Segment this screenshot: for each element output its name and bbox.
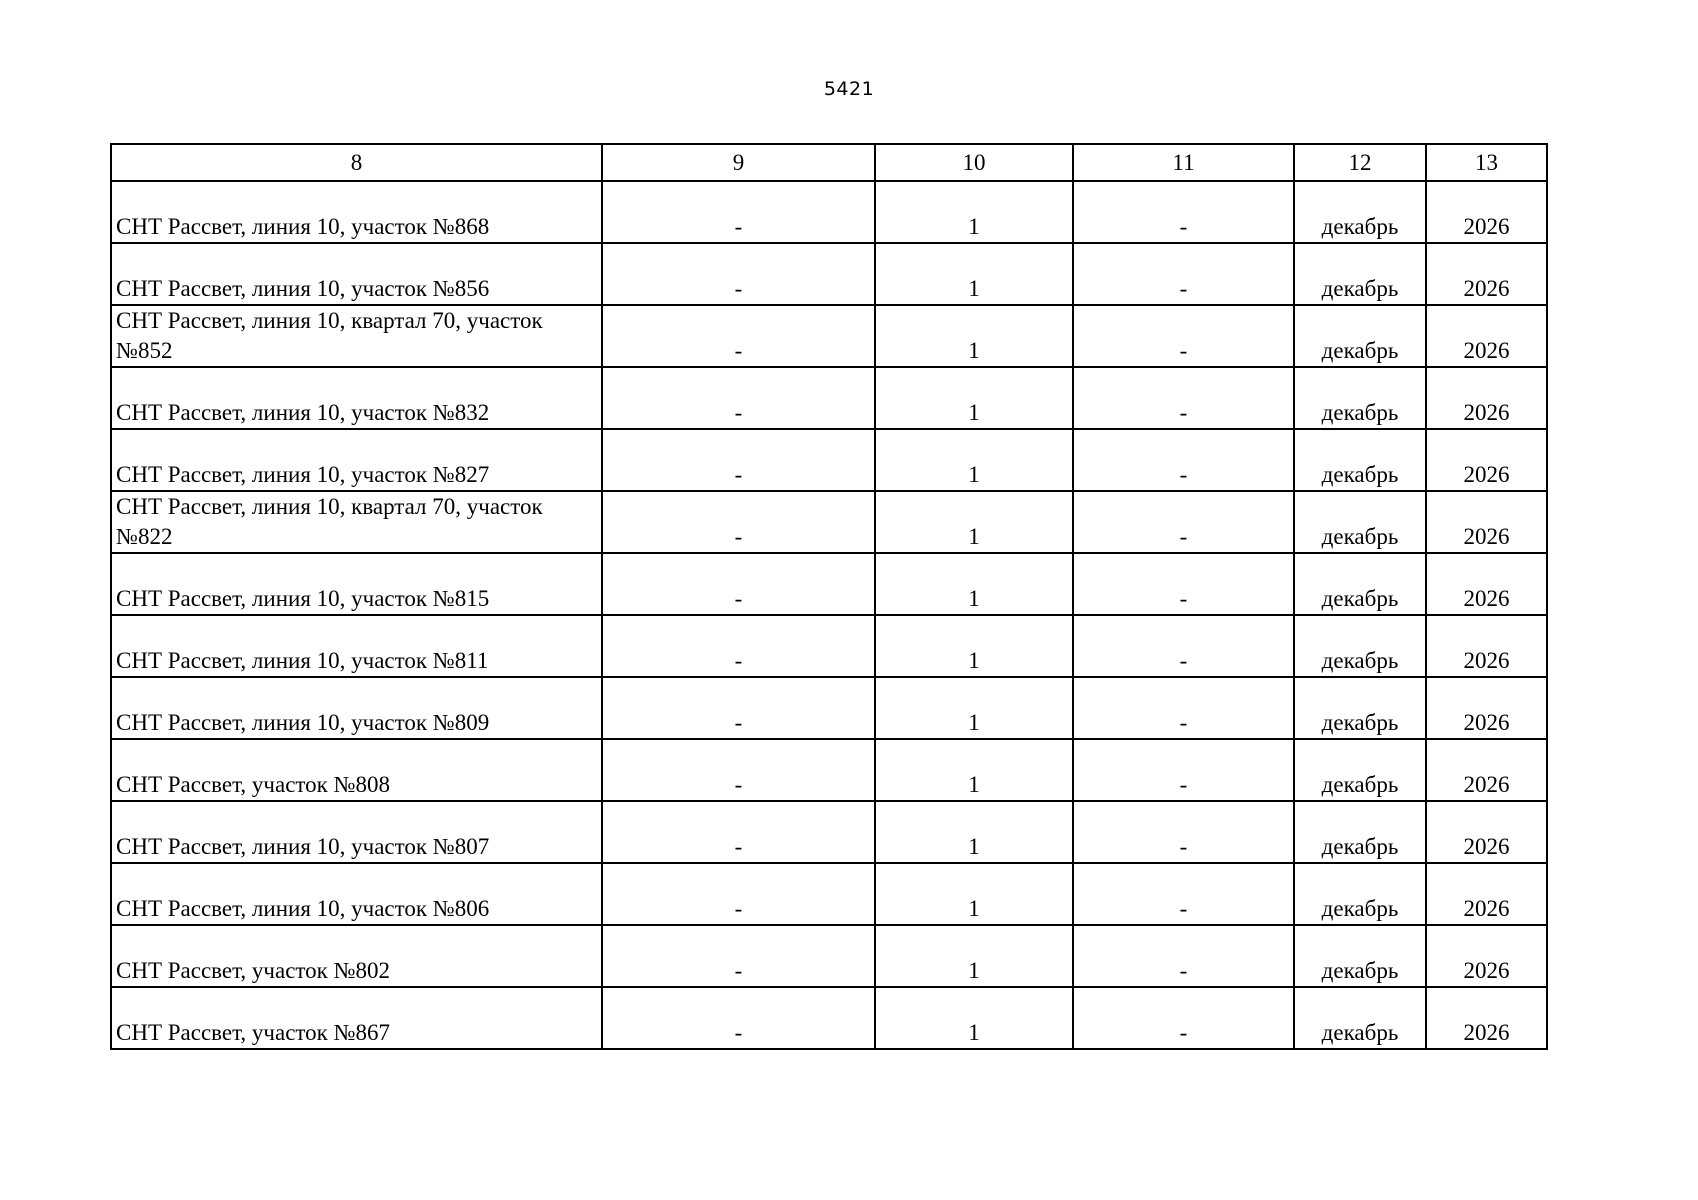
col9-cell: - xyxy=(602,243,875,305)
month-cell: декабрь xyxy=(1294,367,1426,429)
col11-cell: - xyxy=(1073,491,1294,553)
address-cell: СНТ Рассвет, линия 10, участок №815 xyxy=(111,553,602,615)
year-cell: 2026 xyxy=(1426,739,1547,801)
year-cell: 2026 xyxy=(1426,925,1547,987)
col11-cell: - xyxy=(1073,925,1294,987)
month-cell: декабрь xyxy=(1294,181,1426,243)
table-row xyxy=(111,429,1547,491)
table-body xyxy=(111,181,1547,1049)
month-cell: декабрь xyxy=(1294,925,1426,987)
col10-cell: 1 xyxy=(875,801,1073,863)
col10-cell: 1 xyxy=(875,243,1073,305)
col11-cell: - xyxy=(1073,987,1294,1049)
address-cell: СНТ Рассвет, линия 10, участок №827 xyxy=(111,429,602,491)
col11-cell: - xyxy=(1073,677,1294,739)
table-row xyxy=(111,987,1547,1049)
year-cell: 2026 xyxy=(1426,987,1547,1049)
month-cell: декабрь xyxy=(1294,987,1426,1049)
address-cell: СНТ Рассвет, линия 10, участок №809 xyxy=(111,677,602,739)
column-header: 12 xyxy=(1294,144,1426,181)
year-cell: 2026 xyxy=(1426,553,1547,615)
col9-cell: - xyxy=(602,305,875,367)
column-header: 10 xyxy=(875,144,1073,181)
address-cell: СНТ Рассвет, участок №867 xyxy=(111,987,602,1049)
address-cell: СНТ Рассвет, линия 10, участок №807 xyxy=(111,801,602,863)
month-cell: декабрь xyxy=(1294,739,1426,801)
header-row xyxy=(111,144,1547,181)
col10-cell: 1 xyxy=(875,925,1073,987)
address-cell: СНТ Рассвет, линия 10, квартал 70, участок №852 xyxy=(111,305,602,367)
month-cell: декабрь xyxy=(1294,305,1426,367)
address-cell: СНТ Рассвет, линия 10, участок №868 xyxy=(111,181,602,243)
col9-cell: - xyxy=(602,739,875,801)
col9-cell: - xyxy=(602,429,875,491)
table-row xyxy=(111,615,1547,677)
col10-cell: 1 xyxy=(875,429,1073,491)
col9-cell: - xyxy=(602,553,875,615)
col10-cell: 1 xyxy=(875,987,1073,1049)
month-cell: декабрь xyxy=(1294,429,1426,491)
column-header: 13 xyxy=(1426,144,1547,181)
column-header: 8 xyxy=(111,144,602,181)
table-row xyxy=(111,243,1547,305)
address-cell: СНТ Рассвет, линия 10, участок №856 xyxy=(111,243,602,305)
col10-cell: 1 xyxy=(875,181,1073,243)
col10-cell: 1 xyxy=(875,677,1073,739)
table-row xyxy=(111,553,1547,615)
year-cell: 2026 xyxy=(1426,491,1547,553)
table-header xyxy=(111,144,1547,181)
month-cell: декабрь xyxy=(1294,553,1426,615)
col9-cell: - xyxy=(602,181,875,243)
table-row xyxy=(111,801,1547,863)
col11-cell: - xyxy=(1073,429,1294,491)
address-cell: СНТ Рассвет, линия 10, участок №806 xyxy=(111,863,602,925)
col10-cell: 1 xyxy=(875,615,1073,677)
schedule-table xyxy=(110,143,1548,1050)
col11-cell: - xyxy=(1073,863,1294,925)
col11-cell: - xyxy=(1073,305,1294,367)
col9-cell: - xyxy=(602,987,875,1049)
table-row xyxy=(111,305,1547,367)
col9-cell: - xyxy=(602,491,875,553)
col10-cell: 1 xyxy=(875,367,1073,429)
address-cell: СНТ Рассвет, участок №802 xyxy=(111,925,602,987)
table-row xyxy=(111,863,1547,925)
address-cell: СНТ Рассвет, линия 10, квартал 70, участок №822 xyxy=(111,491,602,553)
table-row xyxy=(111,491,1547,553)
table-row xyxy=(111,925,1547,987)
column-header: 11 xyxy=(1073,144,1294,181)
col11-cell: - xyxy=(1073,181,1294,243)
col11-cell: - xyxy=(1073,801,1294,863)
page-number: 5421 xyxy=(823,78,875,100)
year-cell: 2026 xyxy=(1426,615,1547,677)
col9-cell: - xyxy=(602,615,875,677)
address-cell: СНТ Рассвет, линия 10, участок №811 xyxy=(111,615,602,677)
year-cell: 2026 xyxy=(1426,243,1547,305)
col11-cell: - xyxy=(1073,615,1294,677)
col10-cell: 1 xyxy=(875,305,1073,367)
col11-cell: - xyxy=(1073,367,1294,429)
month-cell: декабрь xyxy=(1294,615,1426,677)
col9-cell: - xyxy=(602,863,875,925)
col10-cell: 1 xyxy=(875,491,1073,553)
col9-cell: - xyxy=(602,801,875,863)
table-row xyxy=(111,677,1547,739)
year-cell: 2026 xyxy=(1426,367,1547,429)
col9-cell: - xyxy=(602,367,875,429)
col11-cell: - xyxy=(1073,739,1294,801)
col10-cell: 1 xyxy=(875,739,1073,801)
month-cell: декабрь xyxy=(1294,677,1426,739)
year-cell: 2026 xyxy=(1426,863,1547,925)
month-cell: декабрь xyxy=(1294,863,1426,925)
year-cell: 2026 xyxy=(1426,305,1547,367)
year-cell: 2026 xyxy=(1426,429,1547,491)
col11-cell: - xyxy=(1073,243,1294,305)
address-cell: СНТ Рассвет, участок №808 xyxy=(111,739,602,801)
year-cell: 2026 xyxy=(1426,677,1547,739)
month-cell: декабрь xyxy=(1294,491,1426,553)
table-row xyxy=(111,367,1547,429)
col10-cell: 1 xyxy=(875,553,1073,615)
month-cell: декабрь xyxy=(1294,243,1426,305)
col10-cell: 1 xyxy=(875,863,1073,925)
address-cell: СНТ Рассвет, линия 10, участок №832 xyxy=(111,367,602,429)
month-cell: декабрь xyxy=(1294,801,1426,863)
year-cell: 2026 xyxy=(1426,801,1547,863)
col9-cell: - xyxy=(602,925,875,987)
col9-cell: - xyxy=(602,677,875,739)
col11-cell: - xyxy=(1073,553,1294,615)
year-cell: 2026 xyxy=(1426,181,1547,243)
table-row xyxy=(111,739,1547,801)
table-row xyxy=(111,181,1547,243)
column-header: 9 xyxy=(602,144,875,181)
